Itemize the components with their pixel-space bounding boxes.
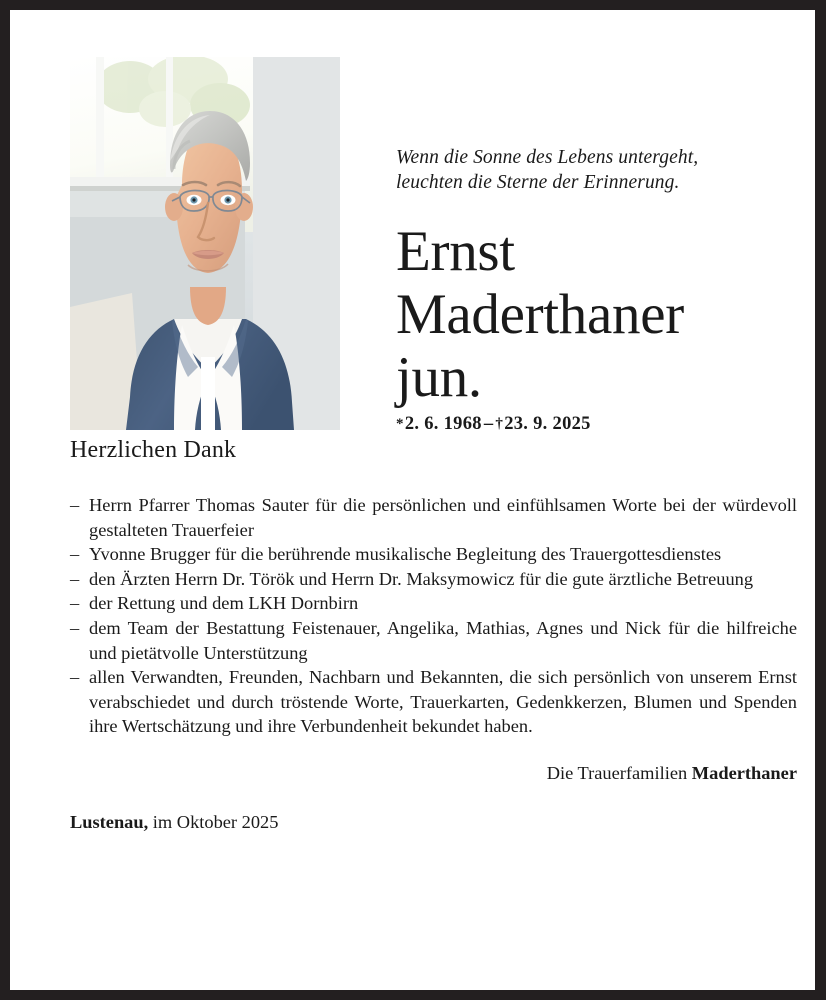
mourning-families-line [10,761,815,785]
families-surname: Maderthaner [691,762,797,783]
thanks-item-text: allen Verwandten, Freunden, Nachbarn und Bekannten, die sich persönlich von unserem Ernst verabschiedet und durch tröstende Worte, Trauerkarten, Gedenkkerzen, Blumen und Spenden ihre Wertschätzung und ihre Verbundenheit bekundet haben. [89,667,797,737]
verse-line-2: leuchten die Sterne der Erinnerung. [396,172,680,193]
thanks-item-text: den Ärzten Herrn Dr. Török und Herrn Dr. Maksymowicz für die gute ärztliche Betreuung [89,568,754,589]
thanks-item [70,493,797,542]
thanks-section [10,435,815,739]
obituary-card [10,10,815,990]
list-marker: – [70,495,80,515]
thanks-item [70,542,797,567]
death-date: 23. 9. 2025 [504,414,591,434]
deceased-given-name: Ernst [396,220,515,283]
life-dates [396,414,797,435]
verse-line-1: Wenn die Sonne des Lebens untergeht, [396,147,699,168]
deceased-name-suffix: jun. [396,346,482,409]
thanks-item [70,567,797,592]
thanks-item-text: dem Team der Bestattung Feistenauer, Angelika, Mathias, Agnes und Nick für die hilfreiche und pietätvolle Unterstützung [89,617,797,663]
portrait-illustration [70,57,340,430]
death-symbol: † [495,416,504,432]
thanks-heading: Herzlichen Dank [70,437,237,463]
place-name: Lustenau, [70,811,149,832]
thanks-item-text: Herrn Pfarrer Thomas Sauter für die persönlichen und einfühlsamen Worte bei der würdevoll gestalteten Trauerfeier [89,495,797,540]
thanks-item-text: Yvonne Brugger für die berührende musikalische Begleitung des Trauergottesdienstes [89,544,722,565]
thanks-item [70,591,797,616]
thanks-item-text: der Rettung und dem LKH Dornbirn [89,593,359,614]
list-marker: – [70,568,80,589]
portrait-photo [70,57,340,430]
list-marker: – [70,593,80,614]
birth-date: 2. 6. 1968 [404,414,482,434]
date-separator: – [483,414,494,434]
place-and-date-line [10,810,815,834]
list-marker: – [70,617,80,638]
thanks-list [70,493,797,739]
thanks-item [70,665,797,739]
memorial-verse [396,10,797,195]
thanks-item [70,616,797,665]
header-area [10,10,815,435]
birth-symbol: * [396,416,404,432]
notice-date: im Oktober 2025 [148,811,279,832]
name-block [396,10,797,435]
families-prefix: Die Trauerfamilien [546,762,692,783]
list-marker: – [70,667,80,688]
list-marker: – [70,544,80,565]
deceased-family-name: Maderthaner [396,283,684,346]
